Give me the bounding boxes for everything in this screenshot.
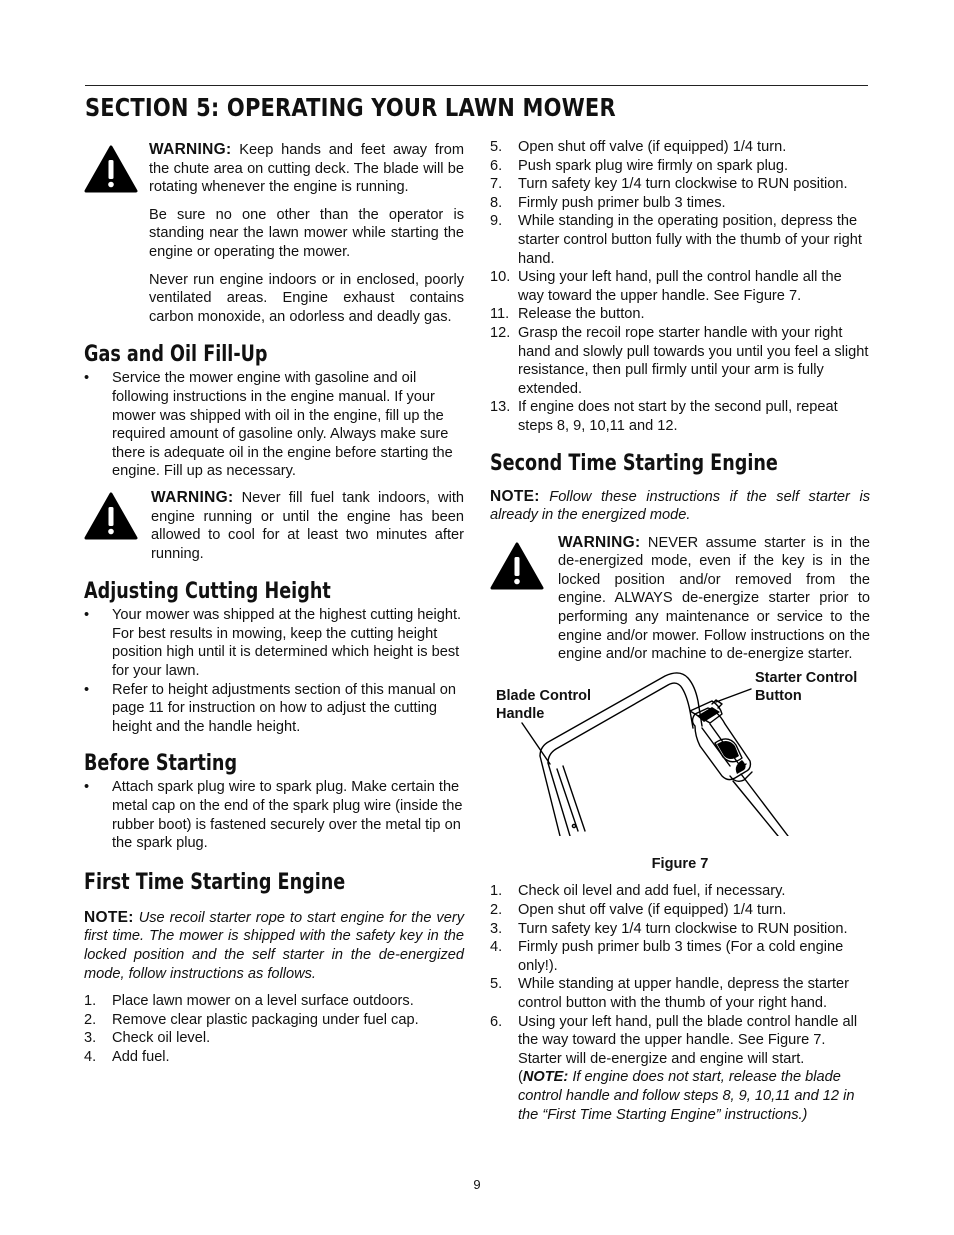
second-time-note-text: Follow these instructions if the self starter is already in the energized mode.	[490, 488, 870, 524]
page-title: SECTION 5: OPERATING YOUR LAWN MOWER	[85, 93, 616, 122]
step-text: Push spark plug wire firmly on spark plug.	[518, 157, 789, 174]
warning-triangle-icon	[84, 492, 138, 540]
step-text: Release the button.	[518, 306, 645, 323]
step-number: 3.	[84, 1030, 97, 1047]
step-number: 4.	[84, 1048, 97, 1065]
step-number: 9.	[490, 213, 503, 230]
step-number: 8.	[490, 194, 503, 211]
list-item: • Service the mower engine with gasoline and oil following instructions in the engine manual. If your mower was shipped with oil in the engine, fill up the required amount of gasoline only. Always make sure there is adequate oil in the engine before starting the engine. Fill up as necessary.	[84, 369, 464, 481]
step-text: Firmly push primer bulb 3 times.	[518, 194, 726, 211]
step-number: 10.	[490, 269, 511, 286]
step-text: Place lawn mower on a level surface outdoors.	[112, 993, 414, 1010]
left-column	[84, 141, 464, 1067]
warning-3-text	[558, 534, 870, 664]
list-item	[490, 1013, 870, 1125]
step-number: 6.	[490, 1013, 503, 1030]
note-label: NOTE:	[490, 487, 540, 505]
list-item	[490, 268, 870, 305]
first-time-note	[84, 909, 464, 983]
warning-block-3	[490, 534, 870, 664]
note-label: NOTE:	[84, 908, 134, 926]
list-item	[84, 1048, 464, 1067]
heading-first-time: First Time Starting Engine	[84, 869, 346, 895]
list-item	[490, 194, 870, 213]
step-number: 1.	[84, 993, 97, 1010]
warning-1-para2: Be sure no one other than the operator is standing near the lawn mower while starting the engine or operating the mower.	[149, 206, 464, 260]
heading-gas-oil: Gas and Oil Fill-Up	[84, 342, 268, 368]
warning-label: WARNING:	[151, 488, 234, 506]
warning-triangle-icon	[84, 145, 138, 193]
gas-oil-list	[84, 369, 464, 481]
handle-diagram	[490, 666, 870, 836]
first-time-note-text: Use recoil starter rope to start engine for the very first time. The mower is shipped with the safety key in the locked position and the self starter in the de-energized mode, follow instructions as follows.	[84, 909, 464, 982]
list-item	[490, 138, 870, 157]
second-time-note	[490, 488, 870, 525]
heading-before-starting: Before Starting	[84, 751, 238, 777]
cutting-height-list	[84, 606, 464, 736]
warning-1-body: Keep hands and feet away from the chute area on cutting deck. The blade will be rotating whenever the engine is running.	[149, 142, 464, 196]
step-text: Check oil level.	[112, 1030, 211, 1047]
step-text: Add fuel.	[112, 1048, 170, 1065]
list-item	[490, 920, 870, 939]
list-item	[84, 1029, 464, 1048]
final-note-paren: (	[518, 1069, 523, 1086]
step-text: Remove clear plastic packaging under fuel cap.	[112, 1011, 419, 1028]
list-item	[490, 157, 870, 176]
step-text: Firmly push primer bulb 3 times (For a cold engine only!).	[518, 939, 844, 974]
step-text: Open shut off valve (if equipped) 1/4 turn.	[518, 902, 787, 919]
step-text: Open shut off valve (if equipped) 1/4 turn.	[518, 139, 787, 155]
final-note-label: NOTE:	[522, 1069, 569, 1086]
list-item: • Refer to height adjustments section of this manual on page 11 for instruction on how to adjust the cutting height and the handle height.	[84, 681, 464, 737]
warning-block-2	[84, 489, 464, 563]
step-number: 6.	[490, 157, 503, 174]
step-number: 5.	[490, 976, 503, 993]
list-item	[490, 398, 870, 435]
page-number: 9	[473, 1177, 481, 1192]
warning-label: WARNING:	[558, 533, 641, 551]
figure-7	[490, 666, 870, 856]
list-item: • Attach spark plug wire to spark plug. Make certain the metal cap on the end of the spark plug wire (inside the rubber boot) is fastened securely over the metal tip on the spark plug.	[84, 778, 464, 852]
list-item	[490, 305, 870, 324]
step-text: Turn safety key 1/4 turn clockwise to RUN position.	[518, 920, 848, 937]
step-number: 11.	[490, 306, 510, 323]
label-starter-control-button: Starter Control Button	[755, 669, 858, 704]
list-item	[490, 212, 870, 268]
warning-1-para3: Never run engine indoors or in enclosed, poorly ventilated areas. Engine exhaust contains carbon monoxide, an odorless and deadly gas.	[149, 271, 464, 325]
label-blade-control-handle: Blade Control Handle	[496, 687, 592, 722]
step-text: While standing at upper handle, depress the starter control button with the thumb of your right hand.	[518, 976, 849, 1011]
list-item	[490, 882, 870, 901]
warning-block-1	[84, 141, 464, 326]
list-item	[490, 975, 870, 1012]
list-item	[490, 324, 870, 398]
warning-2-text	[151, 489, 464, 563]
step-number: 12.	[490, 324, 511, 341]
step-number: 7.	[490, 176, 503, 193]
warning-2-body: Never fill fuel tank indoors, with engine running or until the engine has been allowed to cool for at least two minutes after running.	[151, 489, 464, 562]
figure-caption: Figure 7	[651, 855, 709, 872]
warning-triangle-icon	[490, 542, 544, 590]
warning-1-text	[149, 141, 464, 197]
step-text: Using your left hand, pull the control handle all the way toward the upper handle. See Figure 7.	[518, 269, 842, 304]
heading-second-time: Second Time Starting Engine	[490, 450, 778, 476]
step-number: 1.	[490, 883, 503, 900]
step-number: 2.	[490, 902, 503, 919]
final-note-text: If engine does not start, release the blade control handle and follow steps 8, 9, 10,11 and 12 in the “First Time Starting Engine” instructions.)	[518, 1069, 855, 1123]
step-number: 4.	[490, 939, 503, 956]
step-text: If engine does not start by the second pull, repeat steps 8, 9, 10,11 and 12.	[518, 399, 838, 434]
step-number: 3.	[490, 920, 503, 937]
top-rule	[85, 85, 868, 86]
list-item	[490, 901, 870, 920]
first-time-steps-part1	[84, 992, 464, 1066]
step-text: Turn safety key 1/4 turn clockwise to RUN position.	[518, 176, 848, 193]
step-number: 5.	[490, 139, 503, 155]
before-starting-list	[84, 778, 464, 852]
warning-label: WARNING:	[149, 141, 232, 158]
list-item	[84, 992, 464, 1011]
step-number: 13.	[490, 399, 511, 416]
step-text: Check oil level and add fuel, if necessary.	[518, 883, 786, 900]
right-column	[490, 138, 870, 1124]
list-item: • Your mower was shipped at the highest cutting height. For best results in mowing, keep the cutting height position high until it is determined which height is best for your lawn.	[84, 606, 464, 680]
step-text: Grasp the recoil rope starter handle with your right hand and slowly pull towards you until you feel a slight resistance, then pull firmly until your arm is fully extended.	[518, 324, 869, 397]
heading-cutting-height: Adjusting Cutting Height	[84, 579, 331, 605]
final-note	[518, 1069, 854, 1122]
second-time-steps	[490, 882, 870, 1124]
warning-3-body: NEVER assume starter is in the de-energized mode, even if the key is in the locked position and/or removed from the engine. ALWAYS de-energize starter prior to performing any maintenance or service to the engine and/or mower. Follow instructions on the engine and/or machine to de-energize starter.	[558, 534, 870, 663]
list-item	[490, 175, 870, 194]
list-item	[490, 938, 870, 975]
step-text: Using your left hand, pull the blade control handle all the way toward the upper handle. See Figure 7. Starter will de-energize and engine will start.	[518, 1013, 858, 1067]
step-text: While standing in the operating position, depress the starter control button fully with the thumb of your right hand.	[518, 213, 862, 267]
list-item	[84, 1011, 464, 1030]
first-time-steps-part2	[490, 138, 870, 436]
step-number: 2.	[84, 1011, 97, 1028]
